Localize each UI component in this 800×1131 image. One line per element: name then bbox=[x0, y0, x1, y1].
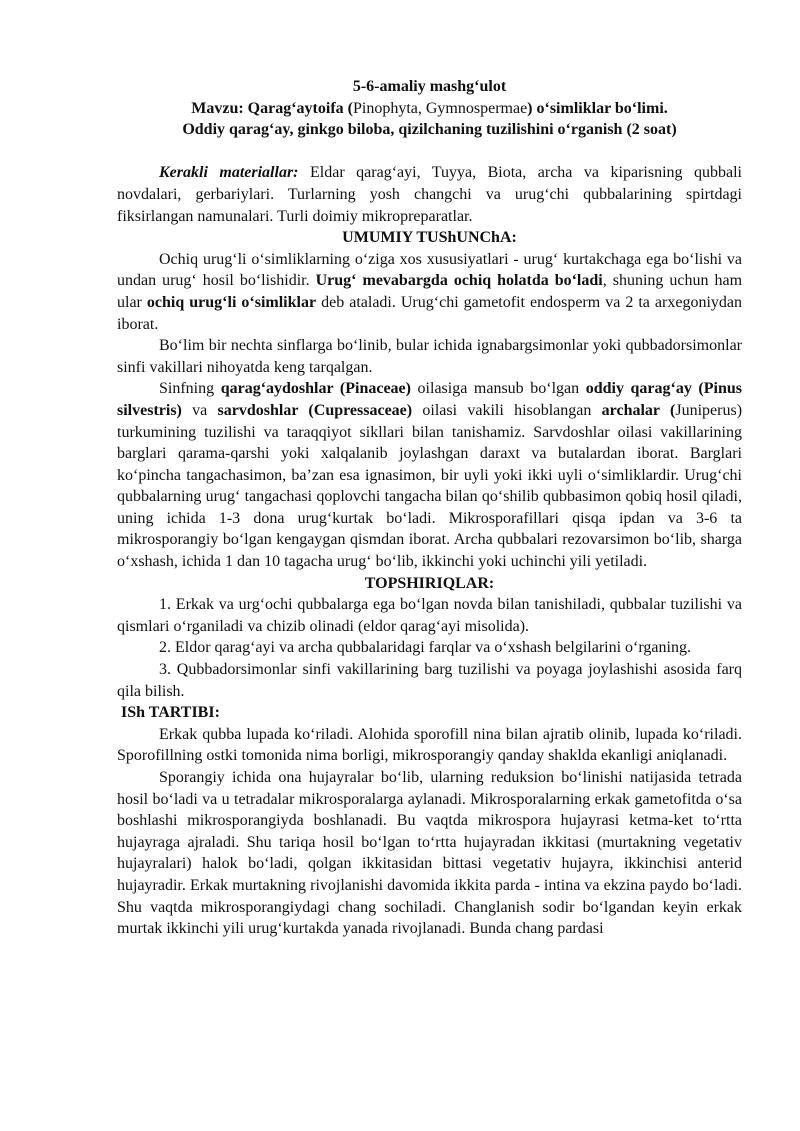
task-item-2: 2. Eldor qarag‘ayi va archa qubbalaridagi farqlar va o‘xshash belgilarini o‘rganing. bbox=[159, 639, 691, 657]
materials-paragraph: Kerakli materiallar: Eldar qarag‘ayi, Tuyya, Biota, archa va kiparisning qubbali novdalari, gerbariylari. Turlarning yosh changchi va urug‘chi qubbalarining spirtdagi fiksirlangan namunalari. Turli doimiy mikropreparatlar. bbox=[117, 164, 743, 225]
general-paragraph-3: Sinfning qarag‘aydoshlar (Pinaceae) oilasiga mansub bo‘lgan oddiy qarag‘ay (Pinus silvestris) va sarvdoshlar (Cupressaceae) oilasi vakili hisoblangan archalar (Juniperus) turkumining tuzilishi va taraqqiyot sikllari bilan tanishamiz. Sarvdoshlar oilasi vakillarining barglari qarama-qarshi yoki xalqalanib joylashgan daraxt va butalardan iborat. Barglari ko‘pincha tangachasimon, ba’zan esa ignasimon, bir uyli yoki ikki uyli o‘simliklardir. Urug‘chi qubbalarning urug‘ tangachasi qoplovchi tangacha bilan qo‘shilib qubbasimon qobiq hosil qiladi, uning ichida 1-3 dona urug‘kurtak bo‘ladi. Mikrosporafillari qisqa ipdan va 3-6 ta mikrosporangiy bo‘lgan kengaygan qismdan iborat. Archa qubbalari rezovarsimon bo‘lib, sharga o‘xshash, ichida 1 dan 10 tagacha urug‘ bo‘lib, ikkinchi yoki uchinchi yili yetiladi. bbox=[117, 380, 743, 571]
lesson-subtitle: Oddiy qarag‘ay, ginkgo biloba, qizilchaning tuzilishini o‘rganish (2 soat) bbox=[182, 121, 677, 139]
lesson-topic: Mavzu: Qarag‘aytoifa (Pinophyta, Gymnospermae) o‘simliklar bo‘limi. bbox=[191, 99, 668, 117]
task-item-1: 1. Erkak va urg‘ochi qubbalarga ega bo‘lgan novda bilan tanishiladi, qubbalar tuzilishi va qismlari o‘rganiladi va chizib olinadi (eldor qarag‘ayi misolida). bbox=[117, 596, 742, 635]
lesson-number: 5-6-amaliy mashg‘ulot bbox=[352, 78, 507, 95]
general-paragraph-1: Ochiq urug‘li o‘simliklarning o‘ziga xos xususiyatlari - urug‘ kurtakchaga ega bo‘lishi va undan urug‘ hosil bo‘lishidir. Urug‘ mevabargda ochiq holatda bo‘ladi, shuning uchun ham ular ochiq urug‘li o‘simliklar deb ataladi. Urug‘chi gametofit endosperm va 2 ta arxegoniydan iborat. bbox=[117, 250, 743, 333]
task-item-3: 3. Qubbadorsimonlar sinfi vakillarining barg tuzilishi va poyaga joylashishi asosida farq qila bilish. bbox=[117, 661, 742, 700]
procedure-paragraph-1: Erkak qubba lupada ko‘riladi. Alohida sporofill nina bilan ajratib olinib, lupada ko‘riladi. Sporofillning ostki tomonida nima borligi, mikrosporangiy qanday shaklda ekanligi aniqlanadi. bbox=[117, 725, 742, 765]
general-paragraph-2: Bo‘lim bir nechta sinflarga bo‘linib, bular ichida ignabargsimonlar yoki qubbadorsimonlar sinfi vakillari nihoyatda keng tarqalgan. bbox=[117, 337, 742, 376]
tasks-heading: TOPSHIRIQLAR: bbox=[364, 574, 495, 592]
general-heading: UMUMIY TUShUNChA: bbox=[342, 229, 517, 247]
spacer bbox=[117, 141, 742, 163]
procedure-heading: ISh TARTIBI: bbox=[121, 704, 220, 722]
procedure-paragraph-2: Sporangiy ichida ona hujayralar bo‘lib, ularning reduksion bo‘linishi natijasida tetrada hosil bo‘ladi va u tetradalar mikrosporalarga aylanadi. Mikrosporalarning erkak gametofitda o‘sa boshlashi mikrosporangiyda boshlanadi. Bu vaqtda mikrospora hujayrasi ketma-ket to‘rtta hujayraga ajraladi. Shu tariqa hosil bo‘lgan to‘rtta hujayradan ikkitasi (murtakning vegetativ hujayralari) halok bo‘ladi, qolgan ikkitasidan bittasi vegetativ hujayra, ikkinchisi anterid hujayradir. Erkak murtakning rivojlanishi davomida ikkita parda - intina va ekzina paydo bo‘ladi. Shu vaqtda mikrosporangiydagi chang sochiladi. Changlanish sodir bo‘lgandan keyin erkak murtak ikkinchi yili urug‘kurtakda yanada rivojlanadi. Bunda chang pardasi bbox=[117, 769, 742, 938]
